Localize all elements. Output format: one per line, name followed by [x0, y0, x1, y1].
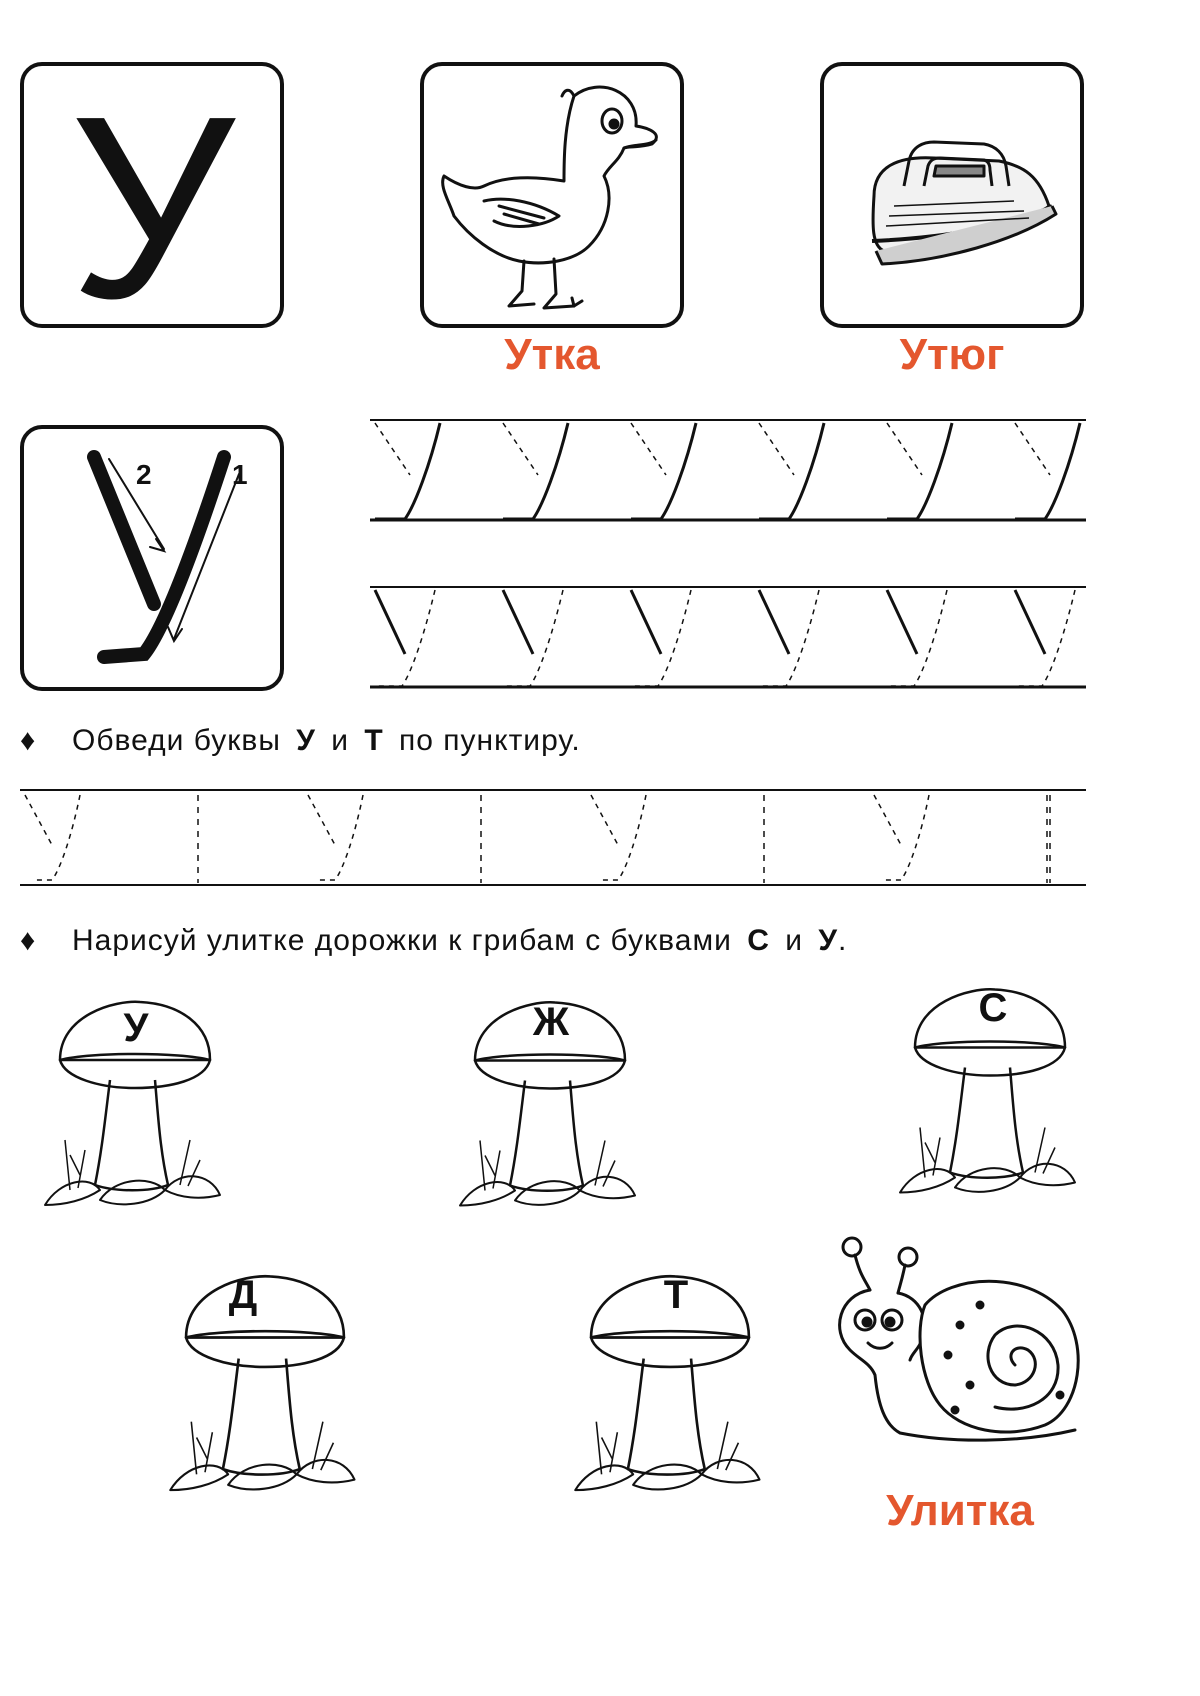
- stroke-number-2: 2: [136, 459, 152, 490]
- mushroom-4[interactable]: [165, 1265, 365, 1510]
- mushroom-letter: Ж: [532, 1000, 570, 1044]
- instruction-letter: С: [747, 924, 770, 957]
- mushroom-letter: С: [978, 986, 1008, 1030]
- bullet-diamond-icon: ♦: [20, 924, 37, 957]
- letter-card: [20, 62, 284, 328]
- instruction-snail: [20, 924, 847, 958]
- bullet-diamond-icon: ♦: [20, 724, 37, 757]
- instruction-letter: Т: [364, 724, 384, 757]
- iron-caption: Утюг: [899, 330, 1005, 379]
- instruction-letter: У: [818, 924, 838, 957]
- mushroom-letter: У: [123, 1006, 149, 1050]
- instruction-letter: У: [296, 724, 316, 757]
- mushroom-2[interactable]: [455, 992, 645, 1224]
- instruction-text: и: [331, 724, 350, 757]
- mushroom-5[interactable]: [570, 1265, 770, 1510]
- mushroom-letter: Т: [663, 1273, 689, 1317]
- tracing-row-1: [370, 415, 1090, 525]
- instruction-text: Нарисуй улитке дорожки к грибам с буквами: [72, 924, 732, 957]
- snail-icon: [830, 1235, 1090, 1465]
- iron-icon: [824, 66, 1084, 328]
- stroke-number-1: 1: [232, 459, 248, 490]
- instruction-text: Обведи буквы: [72, 724, 281, 757]
- duck-icon: [424, 66, 684, 328]
- mushroom-letter: Д: [228, 1273, 258, 1317]
- instruction-trace: [20, 724, 581, 758]
- snail-caption: Улитка: [886, 1486, 1034, 1535]
- instruction-text: .: [838, 924, 848, 957]
- iron-card: [820, 62, 1084, 328]
- duck-card: [420, 62, 684, 328]
- mushroom-1[interactable]: [40, 1000, 230, 1215]
- mushroom-3[interactable]: [895, 980, 1085, 1210]
- duck-caption: Утка: [504, 330, 600, 379]
- big-letter: У: [69, 63, 235, 328]
- tracing-row-3: [20, 785, 1090, 890]
- instruction-text: и: [785, 924, 803, 957]
- tracing-row-2: [370, 582, 1090, 692]
- stroke-order-card: [20, 425, 284, 691]
- instruction-text: по пунктиру.: [399, 724, 581, 757]
